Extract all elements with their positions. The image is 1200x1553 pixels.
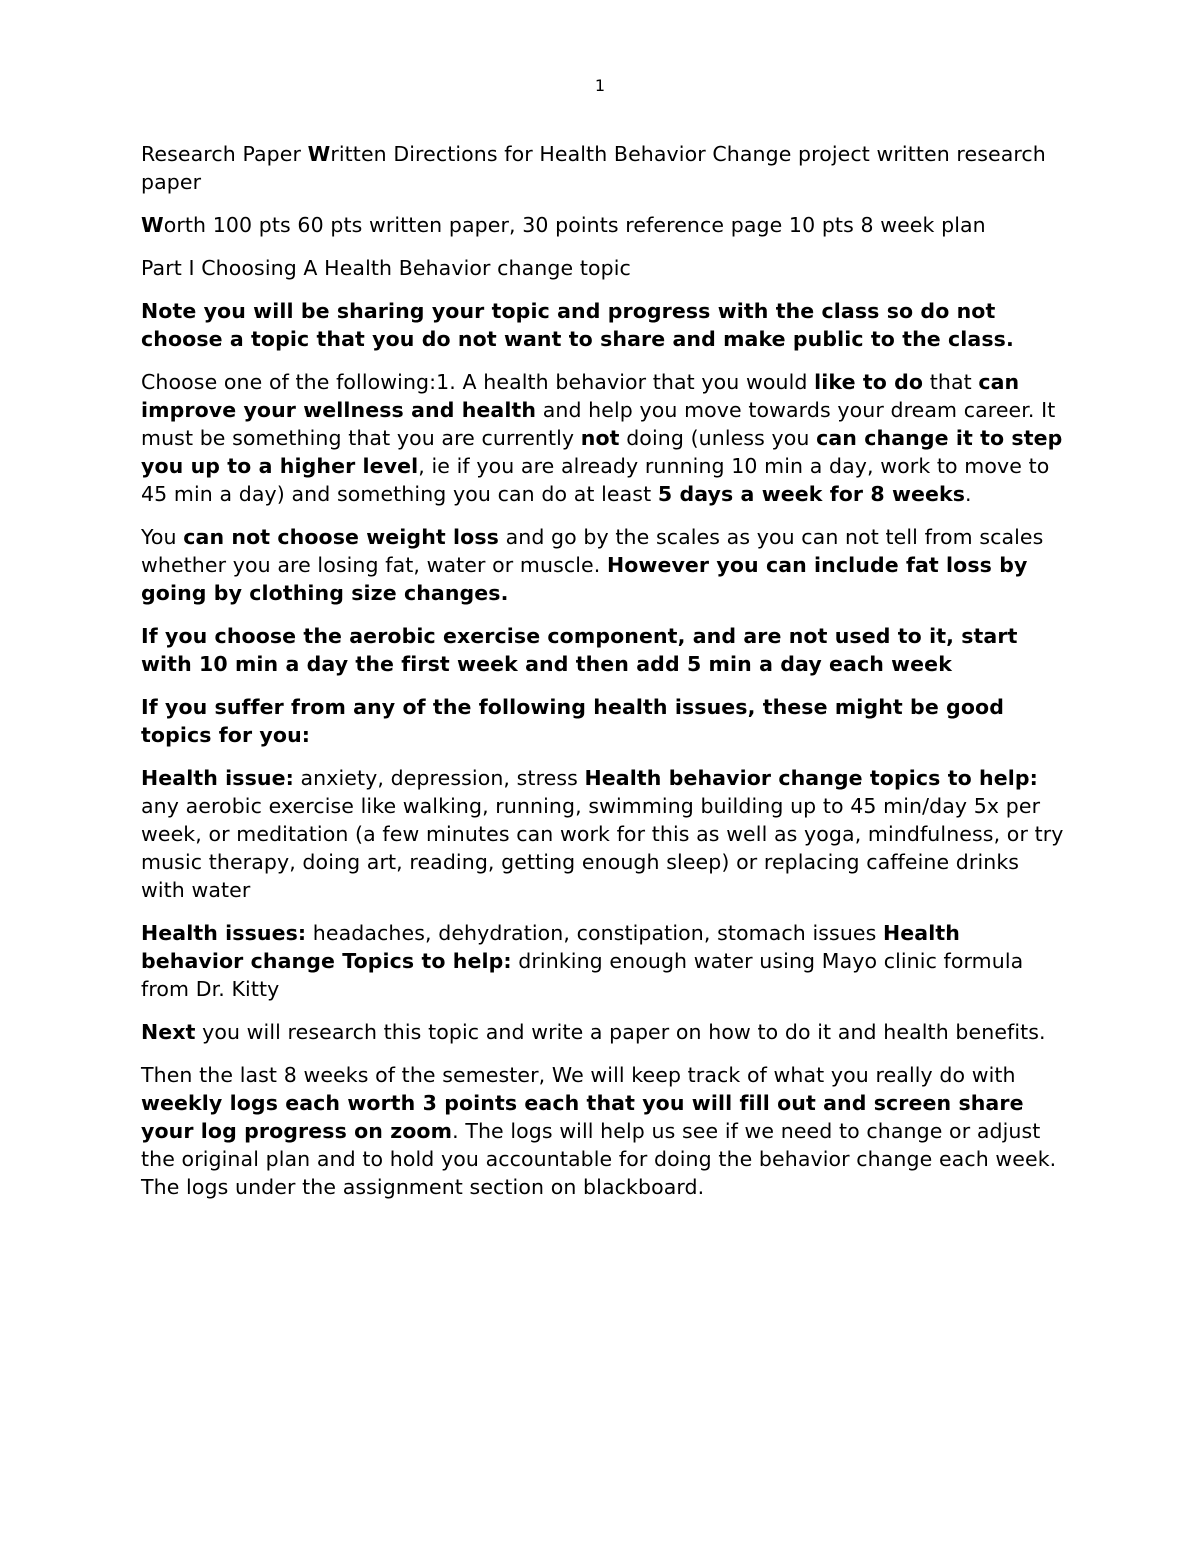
aerobic-paragraph: If you choose the aerobic exercise component, and are not used to it, start with 10 min a day the first week and then add 5 min a day each week [141, 624, 1018, 676]
choose-bold: not [580, 426, 620, 450]
title-bold-letter: W [307, 142, 331, 166]
page-number: 1 [594, 76, 606, 95]
issue1-paragraph [141, 764, 1066, 904]
weight-text: You [141, 525, 184, 549]
issue1-topics-text: any aerobic exercise like walking, running, swimming building up to 45 min/day 5x per week, or meditation (a few minutes can work for this as well as yoga, mindfulness, or try music therapy, doing art, reading, getting enough sleep) or replacing caffeine drinks with water [141, 794, 1064, 902]
choose-text: Choose one of the following:1. A health behavior that you would [141, 370, 815, 394]
issue1-topics-label: Health behavior change topics to help: [584, 766, 1038, 790]
choose-paragraph [141, 368, 1066, 508]
weight-paragraph [141, 523, 1066, 607]
choose-bold: can change it to step you up to a higher level [141, 426, 1063, 478]
title-paragraph [141, 140, 1066, 196]
issue2-label: Health issues: [141, 921, 307, 945]
choose-text: , ie if you are already running 10 min a day, work to move to 45 min a day) and something you can do at least [141, 454, 1050, 506]
issue2-topics-text: drinking enough water using Mayo clinic formula from Dr. Kitty [141, 949, 1024, 1001]
title-text: Research Paper [141, 142, 308, 166]
choose-bold: 5 days a week for 8 weeks [657, 482, 966, 506]
then-text: . The logs will help us see if we need to change or adjust the original plan and to hold you accountable for doing the behavior change each week. The logs under the assignment section on blackboard. [141, 1119, 1057, 1199]
choose-text: . [965, 482, 972, 506]
note-text: te you will be sharing your topic and progress with the class so do not choose a topic that you do not want to share and make public to the class. [141, 299, 1014, 351]
suffer-paragraph: If you suffer from any of the following health issues, these might be good topics for you: [141, 695, 1004, 747]
choose-bold: can improve your wellness and health [141, 370, 1020, 422]
weight-bold: However you can include fat loss by going by clothing size changes. [141, 553, 1028, 605]
note-paragraph [141, 297, 1066, 353]
worth-paragraph [141, 211, 1066, 239]
title-text-rest: ritten Directions for Health Behavior Change project written research paper [141, 142, 1046, 194]
issue1-label: Health issue: [141, 766, 294, 790]
choose-text: doing (unless you [619, 426, 817, 450]
then-bold: weekly logs each worth 3 points each that you will fill out and screen share your log progress on zoom [141, 1091, 1024, 1143]
worth-text: orth 100 pts 60 pts written paper, 30 points reference page 10 pts 8 week plan [163, 213, 986, 237]
next-paragraph [141, 1018, 1066, 1046]
issue1-text: anxiety, depression, stress [293, 766, 585, 790]
choose-bold: like to do [814, 370, 924, 394]
choose-text: and help you move towards your dream career. It must be something that you are currently [141, 398, 1056, 450]
weight-bold: can not choose weight loss [183, 525, 499, 549]
weight-text: and go by the scales as you can not tell from scales whether you are losing fat, water or muscle. [141, 525, 1044, 577]
document-body [141, 140, 1066, 1216]
issue2-paragraph [141, 919, 1066, 1003]
next-bold: Next [141, 1020, 196, 1044]
worth-bold-letter: W [141, 213, 164, 237]
note-lead: No [141, 299, 173, 323]
issue2-text: headaches, dehydration, constipation, stomach issues [306, 921, 884, 945]
then-text: Then the last 8 weeks of the semester, We will keep track of what you really do with [141, 1063, 1016, 1087]
issue2-topics-label: Health behavior change Topics to help: [141, 921, 960, 973]
choose-text: that [923, 370, 979, 394]
next-text: you will research this topic and write a paper on how to do it and health benefits. [195, 1020, 1046, 1044]
then-paragraph [141, 1061, 1066, 1201]
part1-heading: Part I Choosing A Health Behavior change topic [141, 256, 631, 280]
